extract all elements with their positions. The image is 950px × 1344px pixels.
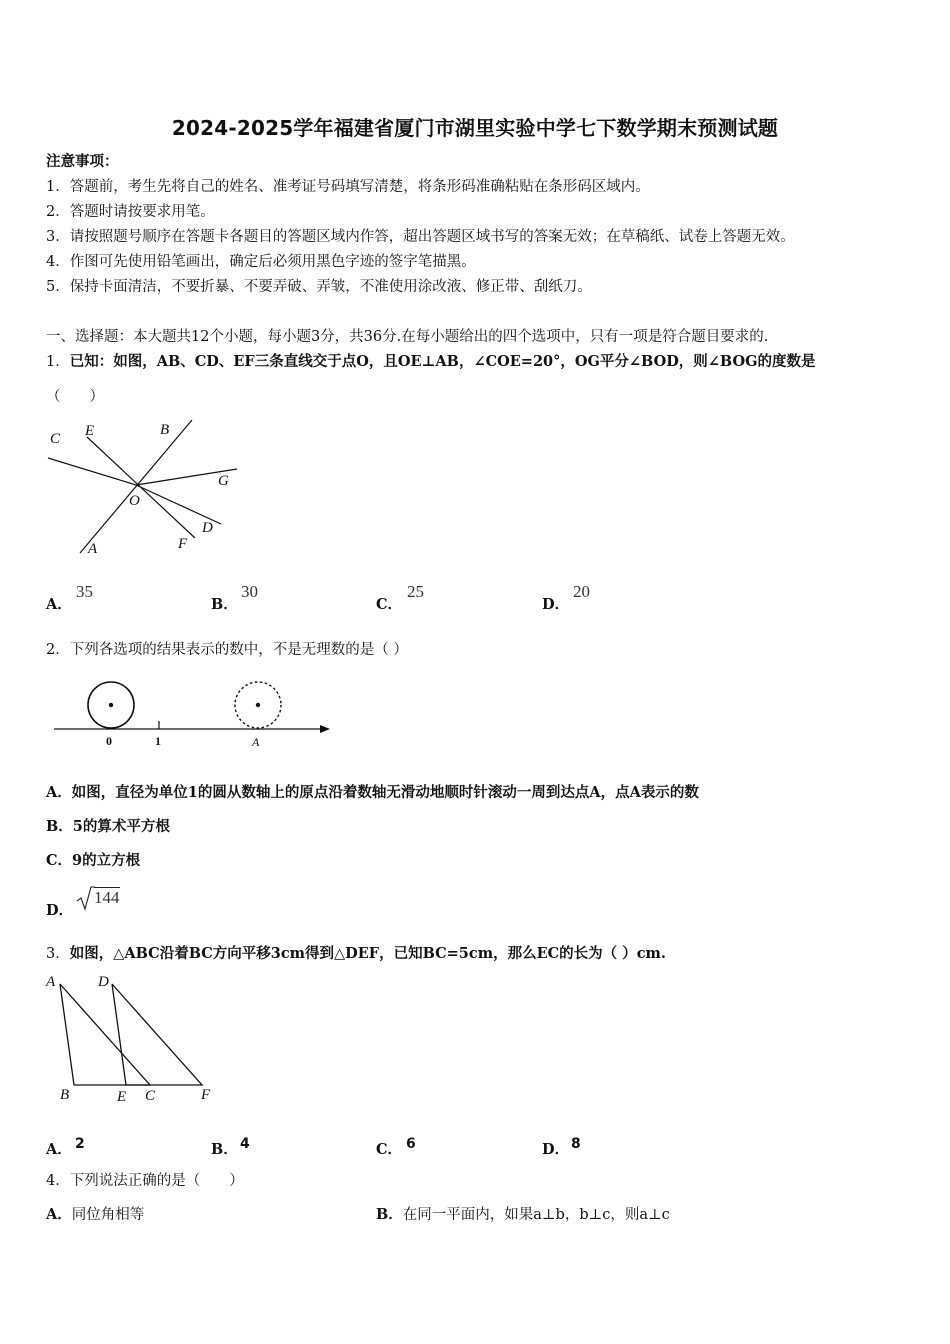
question-text: 下列各选项的结果表示的数中，不是无理数的是（ ） bbox=[69, 642, 408, 658]
q2-figure bbox=[50, 675, 340, 755]
q2-option-d bbox=[46, 883, 246, 919]
label-e: E bbox=[117, 1089, 127, 1105]
q2-option-a bbox=[46, 783, 699, 803]
option-value: 9的立方根 bbox=[72, 852, 141, 869]
line-ef bbox=[87, 437, 195, 538]
label-a: A bbox=[88, 541, 98, 557]
number-line-arrow bbox=[320, 725, 330, 733]
label-o: O bbox=[129, 493, 140, 509]
label-f: F bbox=[178, 536, 188, 552]
question-4 bbox=[46, 1171, 244, 1191]
option-label: B． bbox=[211, 1141, 238, 1158]
label-one: 1 bbox=[155, 734, 161, 748]
label-zero: 0 bbox=[106, 734, 112, 748]
option-value: 在同一平面内，如果a⊥b，b⊥c，则a⊥c bbox=[402, 1207, 670, 1223]
option-value: 如图，直径为单位1的圆从数轴上的原点沿着数轴无滑动地顺时针滚动一周到达点A，点A表示的数 bbox=[71, 784, 699, 801]
question-2 bbox=[46, 640, 408, 660]
circle-center bbox=[109, 703, 113, 707]
notice-item: 4．作图可先使用铅笔画出，确定后必须用黑色字迹的签字笔描黑。 bbox=[46, 254, 476, 270]
option-value: 30 bbox=[241, 582, 258, 601]
q2-option-b bbox=[46, 817, 170, 837]
question-text: 如图，△ABC沿着BC方向平移3cm得到△DEF，已知BC=5cm，那么EC的长为（ ）cm. bbox=[69, 945, 666, 962]
option-value: 4 bbox=[240, 1136, 250, 1152]
page-title: 2024-2025学年福建省厦门市湖里实验中学七下数学期末预测试题 bbox=[171, 116, 779, 140]
label-b: B bbox=[60, 1087, 70, 1103]
label-c: C bbox=[145, 1088, 156, 1104]
option-value: 8 bbox=[571, 1136, 581, 1152]
label-f: F bbox=[201, 1087, 211, 1103]
option-value: 25 bbox=[407, 582, 424, 601]
label-a: A bbox=[46, 974, 56, 990]
q3-options bbox=[46, 1134, 866, 1160]
label-g: G bbox=[218, 473, 229, 489]
option-value: 35 bbox=[76, 582, 93, 601]
option-label: A． bbox=[46, 1206, 72, 1223]
q2-option-c bbox=[46, 851, 140, 871]
rolled-circle-center bbox=[256, 703, 260, 707]
question-1 bbox=[46, 352, 815, 372]
notice-item: 3．请按照题号顺序在答题卡各题目的答题区域内作答，超出答题区域书写的答案无效；在草稿纸、试卷上答题无效。 bbox=[46, 229, 795, 245]
notice-heading: 注意事项： bbox=[46, 153, 119, 170]
label-d: D bbox=[202, 520, 213, 536]
option-label: D． bbox=[542, 1141, 570, 1158]
option-value: 144 bbox=[94, 888, 120, 907]
q4-option-a bbox=[46, 1205, 144, 1225]
triangle-def bbox=[112, 984, 202, 1085]
question-number: 4． bbox=[46, 1173, 70, 1189]
option-label: C． bbox=[376, 1141, 403, 1158]
option-value: 20 bbox=[573, 582, 590, 601]
label-b: B bbox=[160, 422, 170, 438]
option-value: 2 bbox=[75, 1136, 85, 1152]
notice-item: 2．答题时请按要求用笔。 bbox=[46, 204, 215, 220]
option-label: A． bbox=[46, 784, 72, 801]
question-text: 下列说法正确的是（ ） bbox=[69, 1173, 244, 1189]
option-value: 同位角相等 bbox=[71, 1207, 145, 1223]
notice-item: 1．答题前，考生先将自己的姓名、准考证号码填写清楚，将条形码准确粘贴在条形码区域内。 bbox=[46, 179, 650, 195]
option-label: A． bbox=[46, 596, 72, 613]
q1-figure bbox=[40, 415, 250, 565]
q3-figure bbox=[40, 970, 230, 1110]
question-text: 已知：如图，AB、CD、EF三条直线交于点O，且OE⊥AB，∠COE=20°，OG平分∠BOD，则∠BOG的度数是 bbox=[69, 353, 816, 370]
label-d: D bbox=[98, 974, 109, 990]
notice-item: 5．保持卡面清洁，不要折暴、不要弄破、弄皱，不准使用涂改液、修正带、刮纸刀。 bbox=[46, 279, 592, 295]
label-c: C bbox=[50, 431, 61, 447]
question-3 bbox=[46, 944, 666, 964]
sqrt-sign-icon bbox=[75, 885, 95, 911]
question-number: 2． bbox=[46, 642, 70, 658]
label-e: E bbox=[85, 423, 95, 439]
option-label: C． bbox=[46, 852, 73, 869]
option-value: 5的算术平方根 bbox=[72, 818, 170, 835]
line-cd-lower bbox=[136, 485, 221, 524]
option-label: D． bbox=[542, 596, 570, 613]
option-label: B． bbox=[211, 596, 238, 613]
option-label: C． bbox=[376, 596, 403, 613]
line-cd-upper bbox=[48, 458, 136, 485]
option-label: B． bbox=[376, 1206, 403, 1223]
option-label: B． bbox=[46, 818, 73, 835]
q4-option-b bbox=[376, 1205, 670, 1225]
option-label: A． bbox=[46, 1141, 72, 1158]
q1-options bbox=[46, 580, 866, 613]
question-paren: （ ） bbox=[46, 389, 104, 405]
question-number: 1． bbox=[46, 354, 70, 370]
triangle-abc bbox=[60, 984, 150, 1085]
question-number: 3． bbox=[46, 946, 70, 962]
label-point-a: A bbox=[252, 735, 260, 749]
line-ab bbox=[80, 420, 192, 553]
option-value: 6 bbox=[406, 1136, 416, 1152]
option-label: D． bbox=[46, 902, 74, 919]
section-heading: 一、选择题：本大题共12个小题，每小题3分，共36分.在每小题给出的四个选项中，只有一项是符合题目要求的. bbox=[46, 329, 769, 345]
